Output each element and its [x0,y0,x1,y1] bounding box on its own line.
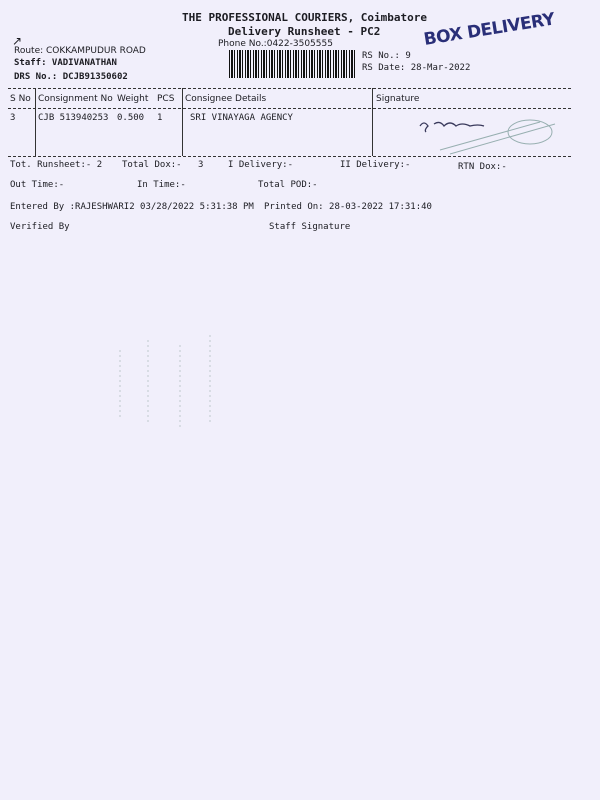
col-header-weight: Weight [117,94,149,104]
pin-icon: ↗ [12,34,23,48]
staff-label: Staff: VADIVANATHAN [14,58,117,68]
verified-by: Verified By [10,222,70,232]
total-dox-value: 3 [198,160,204,170]
route-label: Route: COKKAMPUDUR ROAD [14,46,146,56]
barcode-image [229,50,355,78]
phone-number: Phone No.:0422-3505555 [218,39,333,49]
table-top-rule [8,88,571,89]
table-bottom-rule [8,156,571,157]
col-header-signature: Signature [376,94,420,104]
cell-consignment: CJB 513940253 [38,113,109,123]
printed-on: Printed On: 28-03-2022 17:31:40 [264,202,432,212]
cell-consignee: SRI VINAYAGA AGENCY [190,113,293,123]
table-header-rule [8,108,571,109]
company-name: THE PROFESSIONAL COURIERS, Coimbatore [182,11,428,24]
cell-pcs: 1 [157,113,163,123]
col-header-consignment: Consignment No [38,94,113,104]
cell-sno: 3 [10,113,16,123]
out-time: Out Time:- [10,180,65,190]
col-header-pcs: PCS [157,94,175,104]
staff-signature: Staff Signature [269,222,351,232]
cell-weight: 0.500 [117,113,145,123]
ii-delivery: II Delivery:- [340,160,411,170]
box-delivery-stamp: BOX DELIVERY [422,9,556,50]
drs-number: DRS No.: DCJB91350602 [14,72,128,82]
col-header-sno: S No [10,94,31,104]
tot-runsheet: Tot. Runsheet:- 2 [10,160,103,170]
rs-date: RS Date: 28-Mar-2022 [362,63,471,73]
rs-number: RS No.: 9 [362,51,411,61]
rtn-dox: RTN Dox:- [458,162,507,172]
faint-bleed-marks [110,330,240,440]
entered-by: Entered By :RAJESHWARI2 03/28/2022 5:31:38 PM [10,202,254,212]
signature-mark [410,110,580,160]
total-pod: Total POD:- [258,180,318,190]
col-header-consignee: Consignee Details [185,94,267,104]
in-time: In Time:- [137,180,186,190]
total-dox-label: Total Dox:- [122,160,182,170]
i-delivery: I Delivery:- [228,160,294,170]
runsheet-title: Delivery Runsheet - PC2 [228,25,381,38]
